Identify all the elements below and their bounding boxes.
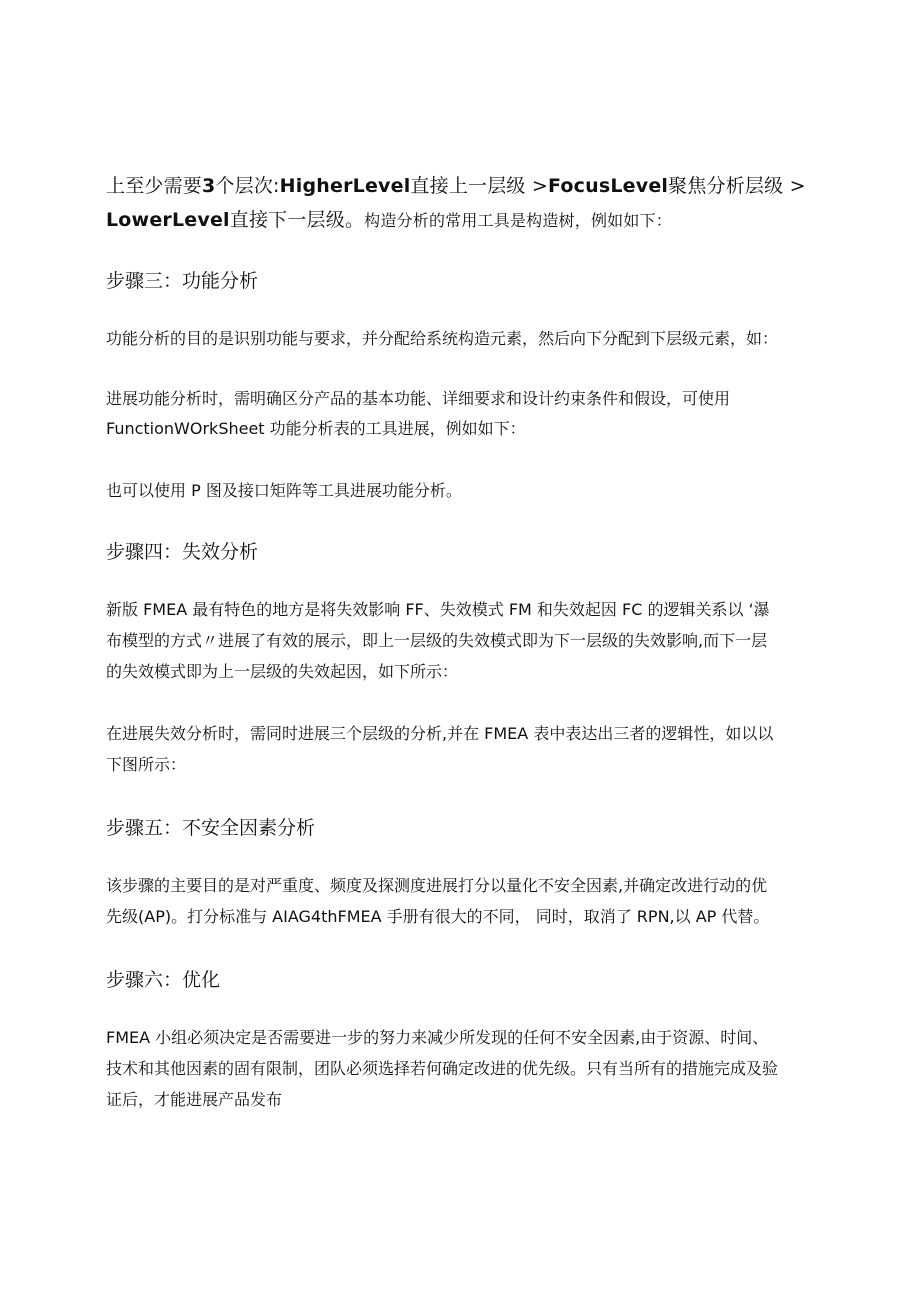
- step5-paragraph-1-line-1: 该步骤的主要目的是对严重度、频度及探测度进展打分以量化不安全因素,并确定改进行动的优: [106, 876, 768, 895]
- intro-text: 上至少需要: [106, 175, 203, 197]
- step4-paragraph-1-line-1: 新版 FMEA 最有特色的地方是将失效影响 FF、失效模式 FM 和失效起因 FC 的逻辑关系以 ‘瀑: [106, 600, 770, 619]
- intro-text: 个层次:: [215, 175, 280, 197]
- step3-paragraph-3: 也可以使用 P 图及接口矩阵等工具进展功能分析。: [106, 481, 462, 500]
- intro-text: 构造分析的常用工具是构造树，例如如下：: [364, 211, 672, 230]
- step6-paragraph-1-line-3: 证后，才能进展产品发布: [106, 1090, 283, 1109]
- step3-paragraph-2-line-2: FunctionWOrkSheet 功能分析表的工具进展，例如如下：: [106, 419, 526, 438]
- intro-term: HigherLevel: [279, 175, 411, 197]
- step6-paragraph-1-line-1: FMEA 小组必须决定是否需要进一步的努力来减少所发现的任何不安全因素,由于资源、时间、: [106, 1028, 769, 1047]
- intro-text: 直接下一层级。: [229, 209, 365, 231]
- heading-step-4: 步骤四：失效分析: [106, 541, 259, 563]
- step4-paragraph-2-line-2: 下图所示：: [106, 755, 187, 774]
- step4-paragraph-1-line-3: 的失效模式即为上一层级的失效起因，如下所示：: [106, 662, 459, 681]
- intro-term: FocusLevel: [547, 175, 669, 197]
- heading-step-6: 步骤六：优化: [106, 969, 221, 991]
- step3-paragraph-2-line-1: 进展功能分析时，需明确区分产品的基本功能、详细要求和设计约束条件和假设，可使用: [106, 389, 731, 408]
- intro-text: 聚焦分析层级 >: [668, 175, 806, 197]
- heading-step-3: 步骤三：功能分析: [106, 270, 259, 292]
- intro-term: LowerLevel: [106, 209, 230, 231]
- step3-paragraph-1: 功能分析的目的是识别功能与要求，并分配给系统构造元素，然后向下分配到下层级元素，如：: [106, 329, 779, 348]
- step4-paragraph-2-line-1: 在进展失效分析时，需同时进展三个层级的分析,并在 FMEA 表中表达出三者的逻辑性，如以以: [106, 724, 774, 743]
- intro-text: 直接上一层级 >: [410, 175, 548, 197]
- step6-paragraph-1-line-2: 技术和其他因素的固有限制，团队必须选择若何确定改进的优先级。只有当所有的措施完成及验: [106, 1059, 779, 1078]
- step5-paragraph-1-line-2: 先级(AP)。打分标准与 AIAG4thFMEA 手册有很大的不同， 同时，取消了 RPN,以 AP 代替。: [106, 907, 770, 926]
- intro-line-1: [106, 170, 826, 202]
- heading-step-5: 步骤五：不安全因素分析: [106, 817, 316, 839]
- intro-number: 3: [202, 175, 216, 197]
- intro-line-2: [106, 204, 826, 237]
- step4-paragraph-1-line-2: 布模型的方式〃进展了有效的展示，即上一层级的失效模式即为下一层级的失效影响,而下一层: [106, 631, 768, 650]
